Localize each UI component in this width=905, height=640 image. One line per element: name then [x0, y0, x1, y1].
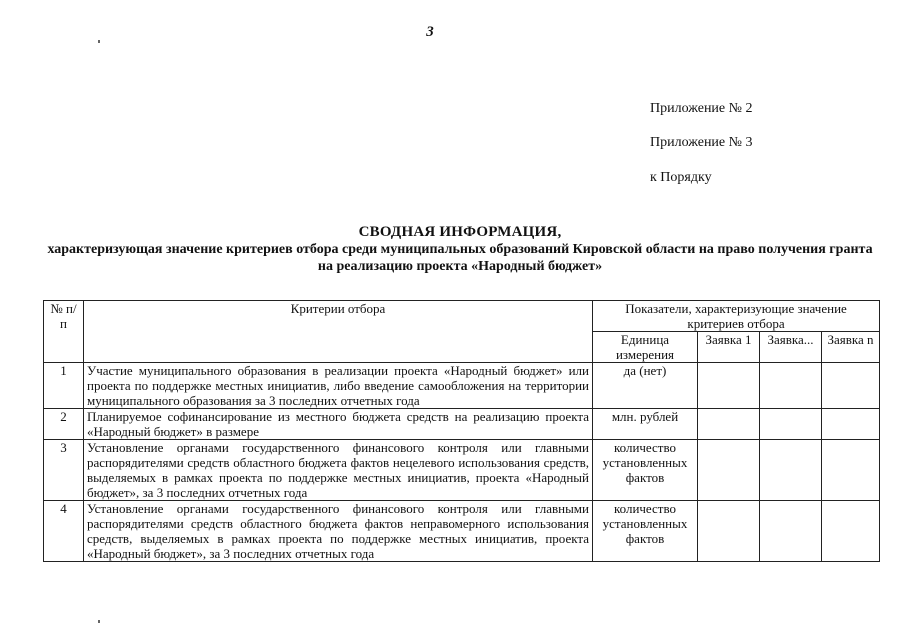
header-app-1: Заявка 1: [698, 332, 760, 363]
row-app-n-cell: [822, 409, 880, 440]
header-indicators: Показатели, характеризующие значение критериев отбора: [593, 301, 880, 332]
row-app-1-cell: [698, 440, 760, 501]
row-app-mid-cell: [760, 363, 822, 409]
row-criteria: Участие муниципального образования в реализации проекта «Народный бюджет» или проекта по поддержке местных инициатив, либо введение самообложения на территории муниципального образования за 3 последних отчетных года: [84, 363, 593, 409]
table-row: [44, 363, 880, 409]
row-unit: количество установленных фактов: [593, 440, 698, 501]
row-criteria: Планируемое софинансирование из местного бюджета средств на реализацию проекта «Народный бюджет» в размере: [84, 409, 593, 440]
row-unit: млн. рублей: [593, 409, 698, 440]
header-unit: Единица измерения: [593, 332, 698, 363]
title-main: СВОДНАЯ ИНФОРМАЦИЯ,: [358, 224, 562, 240]
row-criteria: Установление органами государственного финансового контроля или главными распорядителями средств областного бюджета фактов неправомерного использования средств, выделяемых в рамках проекта по поддержке местных инициатив, проекта «Народный бюджет», за 3 последних отчетных года: [84, 501, 593, 562]
row-num: 2: [44, 409, 84, 440]
row-unit: количество установленных фактов: [593, 501, 698, 562]
scan-speck: [98, 620, 100, 623]
table-row: [44, 440, 880, 501]
row-app-mid-cell: [760, 501, 822, 562]
row-app-n-cell: [822, 501, 880, 562]
document-title: [40, 224, 880, 275]
row-app-1-cell: [698, 409, 760, 440]
header-row-1: [44, 301, 880, 332]
header-num: № п/п: [44, 301, 84, 363]
row-app-mid-cell: [760, 409, 822, 440]
row-app-n-cell: [822, 440, 880, 501]
appendix-line-3: к Порядку: [650, 170, 712, 185]
header-app-mid: Заявка...: [760, 332, 822, 363]
row-unit: да (нет): [593, 363, 698, 409]
row-criteria: Установление органами государственного финансового контроля или главными распорядителями средств областного бюджета фактов нецелевого использования средств, выделяемых в рамках проекта по поддержке местных инициатив, проекта «Народный бюджет», за 3 последних отчетных года: [84, 440, 593, 501]
criteria-table: [43, 300, 880, 562]
row-num: 3: [44, 440, 84, 501]
table-row: [44, 501, 880, 562]
row-app-1-cell: [698, 501, 760, 562]
header-app-n: Заявка n: [822, 332, 880, 363]
page-number: 3: [426, 24, 434, 40]
scan-speck: [98, 40, 100, 43]
appendix-line-2: Приложение № 3: [650, 135, 753, 150]
row-app-1-cell: [698, 363, 760, 409]
appendix-line-1: Приложение № 2: [650, 101, 753, 116]
row-num: 1: [44, 363, 84, 409]
row-app-mid-cell: [760, 440, 822, 501]
table-row: [44, 409, 880, 440]
title-subtitle: характеризующая значение критериев отбора среди муниципальных образований Кировской области на право получения гранта на реализацию проекта «Народный бюджет»: [47, 242, 873, 274]
row-num: 4: [44, 501, 84, 562]
header-criteria: Критерии отбора: [84, 301, 593, 363]
row-app-n-cell: [822, 363, 880, 409]
